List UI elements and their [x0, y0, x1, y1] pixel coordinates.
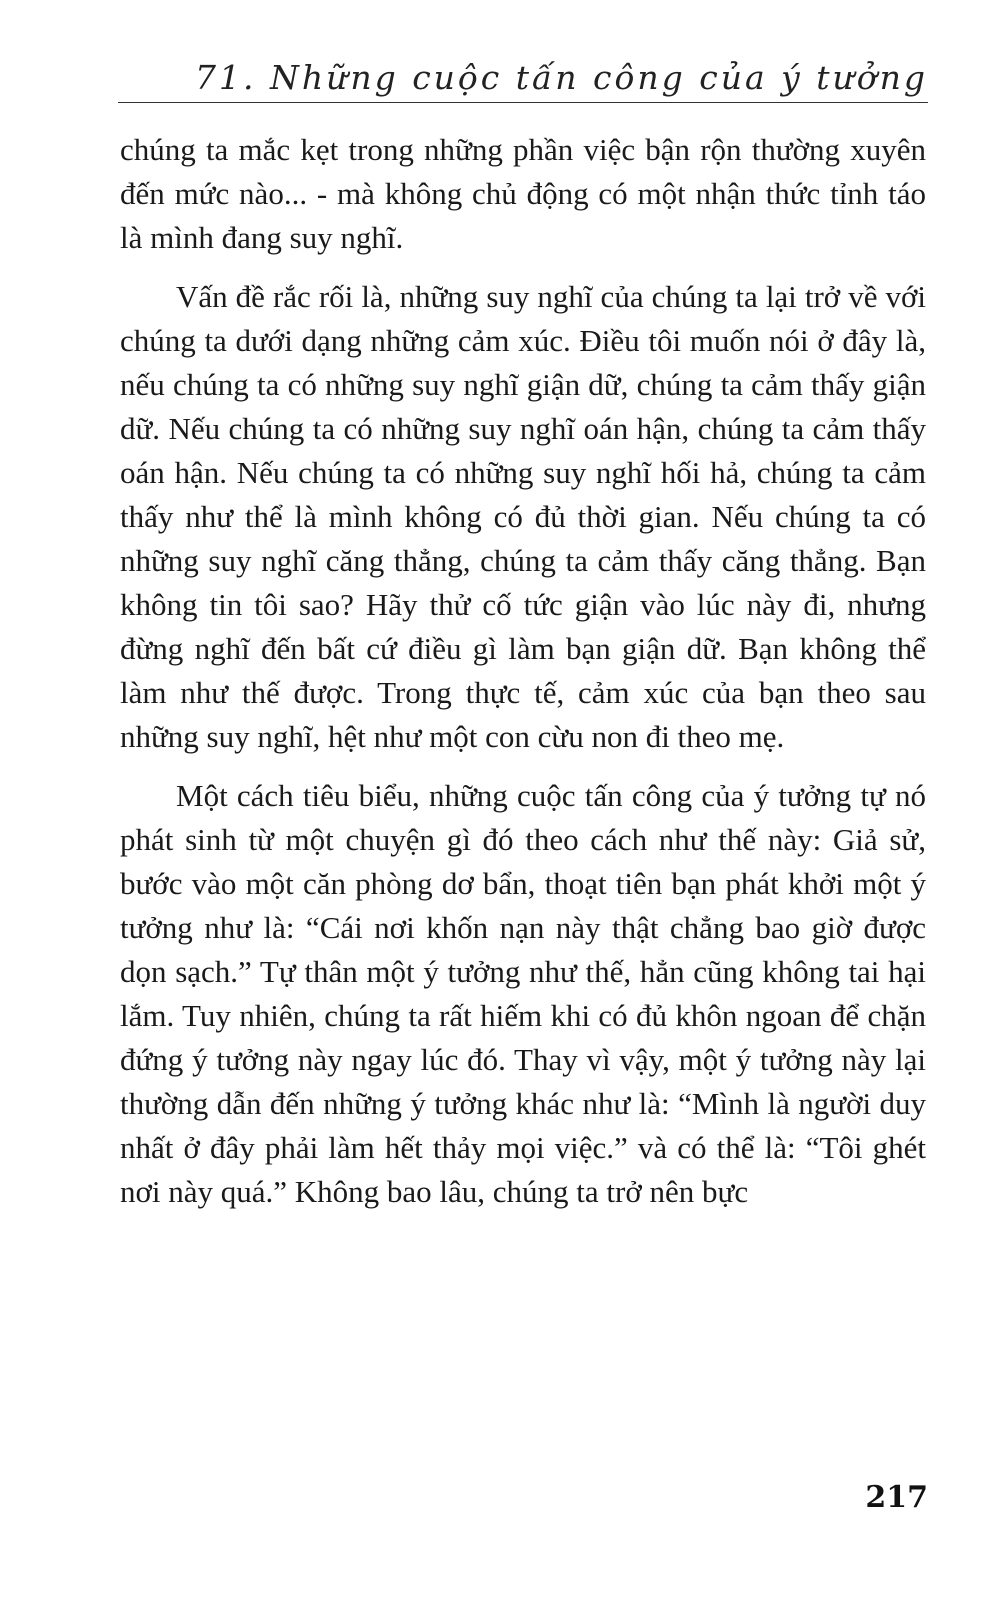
body-text [120, 128, 926, 1229]
page-number: 217 [865, 1480, 928, 1515]
running-header: 71. Những cuộc tấn công của ý tưởng [194, 58, 928, 97]
paragraph: Vấn đề rắc rối là, những suy nghĩ của chúng ta lại trở về với chúng ta dưới dạng những cảm xúc. Điều tôi muốn nói ở đây là, nếu chúng ta có những suy nghĩ giận dữ, chúng ta cảm thấy giận dữ. Nếu chúng ta có những suy nghĩ oán hận, chúng ta cảm thấy oán hận. Nếu chúng ta có những suy nghĩ hối hả, chúng ta cảm thấy như thể là mình không có đủ thời gian. Nếu chúng ta có những suy nghĩ căng thẳng, chúng ta cảm thấy căng thẳng. Bạn không tin tôi sao? Hãy thử cố tức giận vào lúc này đi, nhưng đừng nghĩ đến bất cứ điều gì làm bạn giận dữ. Bạn không thể làm như thế được. Trong thực tế, cảm xúc của bạn theo sau những suy nghĩ, hệt như một con cừu non đi theo mẹ. [120, 279, 926, 754]
paragraph: Một cách tiêu biểu, những cuộc tấn công của ý tưởng tự nó phát sinh từ một chuyện gì đó theo cách như thế này: Giả sử, bước vào một căn phòng dơ bẩn, thoạt tiên bạn phát khởi một ý tưởng như là: “Cái nơi khốn nạn này thật chẳng bao giờ được dọn sạch.” Tự thân một ý tưởng như thế, hẳn cũng không tai hại lắm. Tuy nhiên, chúng ta rất hiếm khi có đủ khôn ngoan để chặn đứng ý tưởng này ngay lúc đó. Thay vì vậy, một ý tưởng này lại thường dẫn đến những ý tưởng khác như là: “Mình là người duy nhất ở đây phải làm hết thảy mọi việc.” và có thể là: “Tôi ghét nơi này quá.” Không bao lâu, chúng ta trở nên bực [120, 778, 926, 1209]
paragraph-continued: chúng ta mắc kẹt trong những phần việc bận rộn thường xuyên đến mức nào... - mà không chủ động có một nhận thức tỉnh táo là mình đang suy nghĩ. [120, 132, 926, 255]
header-rule [118, 102, 928, 103]
